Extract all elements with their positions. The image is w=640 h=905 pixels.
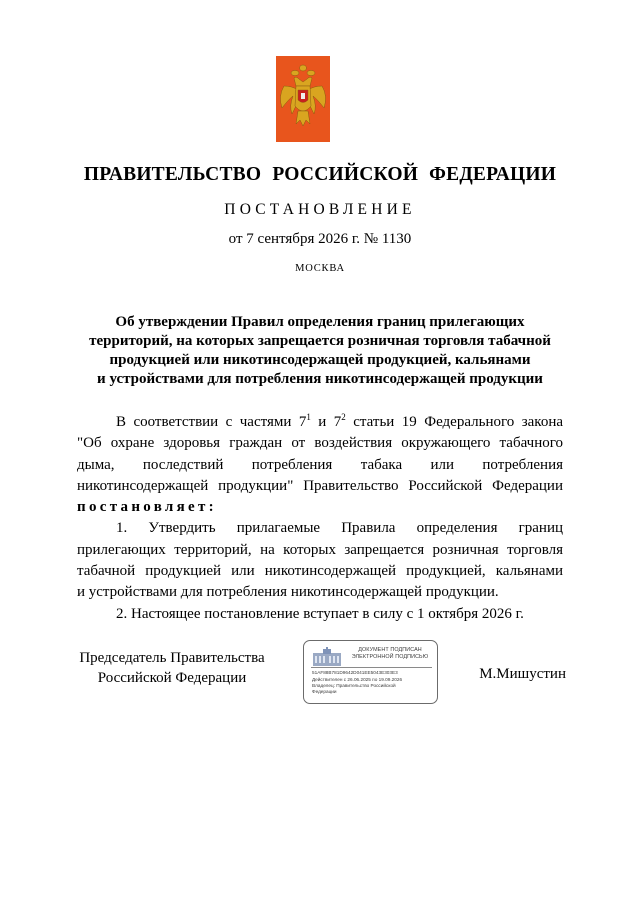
preamble-line: В соответствии с частями $7^1$ и $7^2$ статьи 19 Федерального закона: [116, 412, 564, 430]
document-body: [77, 412, 563, 625]
stamp-divider: [311, 667, 432, 668]
document-city: МОСКВА: [295, 263, 345, 274]
item-1-line: и устройствами для потребления никотинсодержащей продукции.: [77, 584, 499, 601]
subject-line: и устройствами для потребления никотинсодержащей продукции: [97, 371, 543, 387]
electronic-signature-stamp: [303, 640, 438, 704]
stamp-title: ДОКУМЕНТ ПОДПИСАН ЭЛЕКТРОННОЙ ПОДПИСЬЮ: [351, 647, 429, 660]
validity-period: Действителен с 26.06.2025 по 19.09.2026: [312, 677, 403, 683]
certificate-number: 51AF88B781D9642D041EE5043E303E3: [312, 670, 398, 675]
signatory-position: Председатель Правительства Российской Федерации: [79, 650, 265, 686]
item-1-line: 1. Утвердить прилагаемые Правила определения границ: [116, 520, 563, 537]
document-subject: [70, 313, 570, 389]
subject-line: территорий, на которых запрещается розничная торговля табачной: [89, 333, 551, 349]
certificate-owner: Владелец: Правительство Российской: [312, 683, 396, 689]
preamble-line: "Об охране здоровья граждан от воздействия окружающего табачного: [77, 435, 563, 452]
government-title: ПРАВИТЕЛЬСТВО РОССИЙСКОЙ ФЕДЕРАЦИИ: [83, 164, 557, 185]
subject-line: продукцией или никотинсодержащей продукцией, кальянами: [109, 352, 531, 368]
item-2-line: 2. Настоящее постановление вступает в силу с 1 октября 2026 г.: [116, 605, 524, 622]
certificate-owner: Федерации: [312, 689, 337, 695]
item-1-line: табачной продукцией или никотинсодержащей продукцией, кальянами: [77, 563, 563, 580]
resolves-word: постановляет:: [77, 499, 217, 516]
signatory-name: М.Мишустин: [479, 666, 566, 682]
subject-line: Об утверждении Правил определения границ прилегающих: [115, 314, 525, 330]
preamble-line: никотинсодержащей продукции" Правительство Российской Федерации: [77, 477, 563, 494]
item-1-line: прилегающих территорий, на которых запрещается розничная торговля: [77, 541, 563, 558]
government-building-icon: [312, 647, 342, 667]
coat-of-arms-icon: [276, 56, 330, 142]
document-date-number: от 7 сентября 2026 г. № 1130: [228, 231, 412, 247]
stamp-details: [312, 669, 436, 695]
document-type: ПОСТАНОВЛЕНИЕ: [224, 201, 416, 218]
preamble-line: дыма, последствий потребления табака или потребления: [77, 456, 563, 473]
